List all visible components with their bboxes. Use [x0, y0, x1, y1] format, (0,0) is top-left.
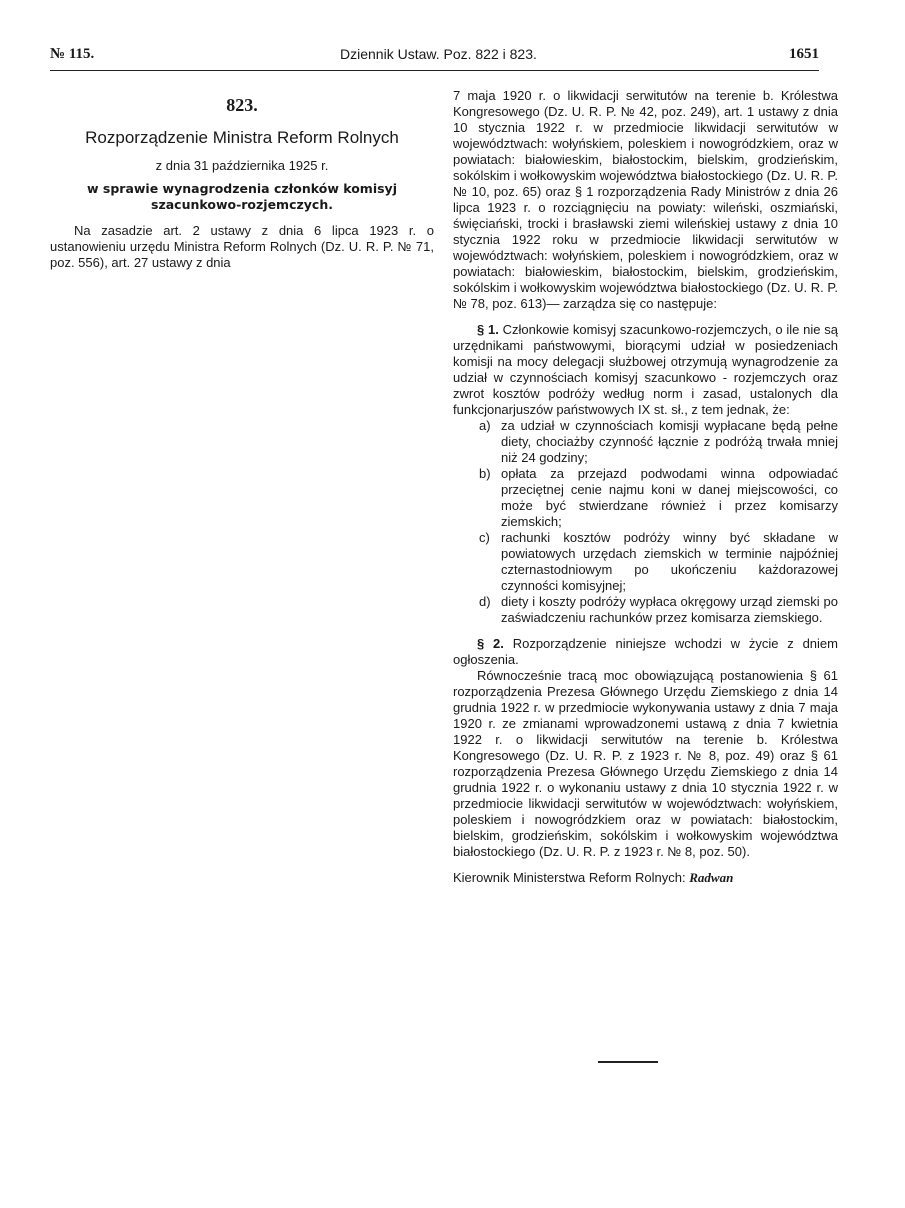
section-2-text: Rozporządzenie niniejsze wchodzi w życie z dniem ogłoszenia.: [453, 636, 838, 667]
journal-reference: Dziennik Ustaw. Poz. 822 i 823.: [340, 46, 537, 62]
page-number: 1651: [789, 46, 819, 62]
decree-subject: w sprawie wynagrodzenia członków komisyj szacunkowo-rozjemczych.: [87, 181, 397, 212]
decree-number: 823.: [226, 95, 258, 115]
page-header: [50, 46, 819, 68]
list-item: [453, 530, 838, 594]
signature-role: Kierownik Ministerstwa Reform Rolnych:: [453, 870, 686, 885]
signature: [453, 870, 838, 886]
section-2-mark: § 2.: [477, 636, 504, 651]
section-1: [453, 322, 838, 418]
list-text: rachunki kosztów podróży winny być składane w powiatowych urzędach ziemskich w terminie najpóźniej czternastodniowym po ukończeniu każdorazowej czynności komisyjnej;: [501, 530, 838, 593]
section-1-mark: § 1.: [477, 322, 499, 337]
section-1-text: Członkowie komisyj szacunkowo-rozjemczych, o ile nie są urzędnikami państwowymi, biorącymi udział w posiedzeniach komisji na mocy delegacji służbowej otrzymują wynagrodzenie za udział w czynnościach komisyj szacunkowo - rozjemczych oraz zwrot kosztów podróży według norm i zasad, ustalonych dla funkcjonarjuszów państwowych IX st. sł., z tem jednak, że:: [453, 322, 838, 417]
preamble-start: Na zasadzie art. 2 ustawy z dnia 6 lipca 1923 r. o ustanowieniu urzędu Ministra Reform Rolnych (Dz. U. R. P. № 71, poz. 556), art. 27 ustawy z dnia: [50, 223, 434, 270]
issue-number: № 115.: [50, 46, 95, 62]
list-marker: d): [479, 594, 491, 609]
section-2: [453, 636, 838, 668]
list-text: opłata za przejazd podwodami winna odpowiadać przeciętnej cenie najmu koni w danej miejscowości, co może być stwierdzane również i przez komisarzy ziemskich;: [501, 466, 838, 529]
list-marker: b): [479, 466, 491, 481]
end-divider: [598, 1061, 658, 1063]
conditions-list: [453, 418, 838, 626]
list-marker: a): [479, 418, 491, 433]
list-text: za udział w czynnościach komisji wypłacane będą pełne diety, chociażby czynność łącznie z podróżą trwała mniej niż 24 godziny;: [501, 418, 838, 465]
repeal-paragraph: Równocześnie tracą moc obowiązującą postanowienia § 61 rozporządzenia Prezesa Głównego Urzędu Ziemskiego z dnia 14 grudnia 1922 r. w przedmiocie wykonywania ustawy z dnia 7 maja 1920 r. ze zmianami wprowadzonemi ustawą z dnia 7 kwietnia 1922 r. o likwidacji serwitutów na terenie b. Królestwa Kongresowego (Dz. U. R. P. z 1923 r. № 8, poz. 49) oraz § 61 rozporządzenia Prezesa Głównego Urzędu Ziemskiego z dnia 14 grudnia 1922 r. o wykonaniu ustawy z dnia 10 stycznia 1922 r. w przedmiocie likwidacji serwitutów w województwach: wołyńskiem, poleskiem i nowogródzkiem oraz w powiatach: białostockim, bielskim, grodzieńskim, sokólskim i wołkowyskim województwa białostockiego (Dz. U. R. P. z 1923 r. № 8, poz. 50).: [453, 668, 838, 859]
right-column: [453, 88, 838, 886]
decree-date: z dnia 31 października 1925 r.: [155, 158, 329, 173]
preamble-continued: 7 maja 1920 r. o likwidacji serwitutów na terenie b. Królestwa Kongresowego (Dz. U. R. P. № 42, poz. 249), art. 1 ustawy z dnia 10 stycznia 1922 r. w przedmiocie likwidacji serwitutów w województwach: wołyńskiem, poleskiem i nowogródzkiem, oraz w powiatach: białowieskim, białostockim, bielskim, grodzieńskim, sokólskim i wołkowyskim województwa białostockiego (Dz. U. R. P. № 10, poz. 65) oraz § 1 rozporządzenia Rady Ministrów z dnia 26 lipca 1923 r. o rozciągnięciu na powiaty: wileński, oszmiański, święciański, trocki i brasławski ziemi wileńskiej ustawy z dnia 10 stycznia 1922 roku w przedmiocie likwidacji serwitutów w województwach: wołyńskiem, poleskiem i nowogródzkiem, oraz w powiatach: białowieskim, białostockim, bielskim, grodzieńskim, sokólskim i wołkowyskim województwa białostockiego (Dz. U. R. P. № 78, poz. 613)— zarządza się co następuje:: [453, 88, 838, 311]
list-marker: c): [479, 530, 490, 545]
signature-name: Radwan: [689, 870, 734, 885]
list-item: [453, 466, 838, 530]
list-text: diety i koszty podróży wypłaca okręgowy urząd ziemski po zaświadczeniu rachunków przez komisarza ziemskiego.: [501, 594, 838, 625]
decree-title: Rozporządzenie Ministra Reform Rolnych: [85, 128, 399, 147]
list-item: [453, 594, 838, 626]
list-item: [453, 418, 838, 466]
left-column: [50, 95, 434, 271]
header-divider: [50, 70, 819, 71]
